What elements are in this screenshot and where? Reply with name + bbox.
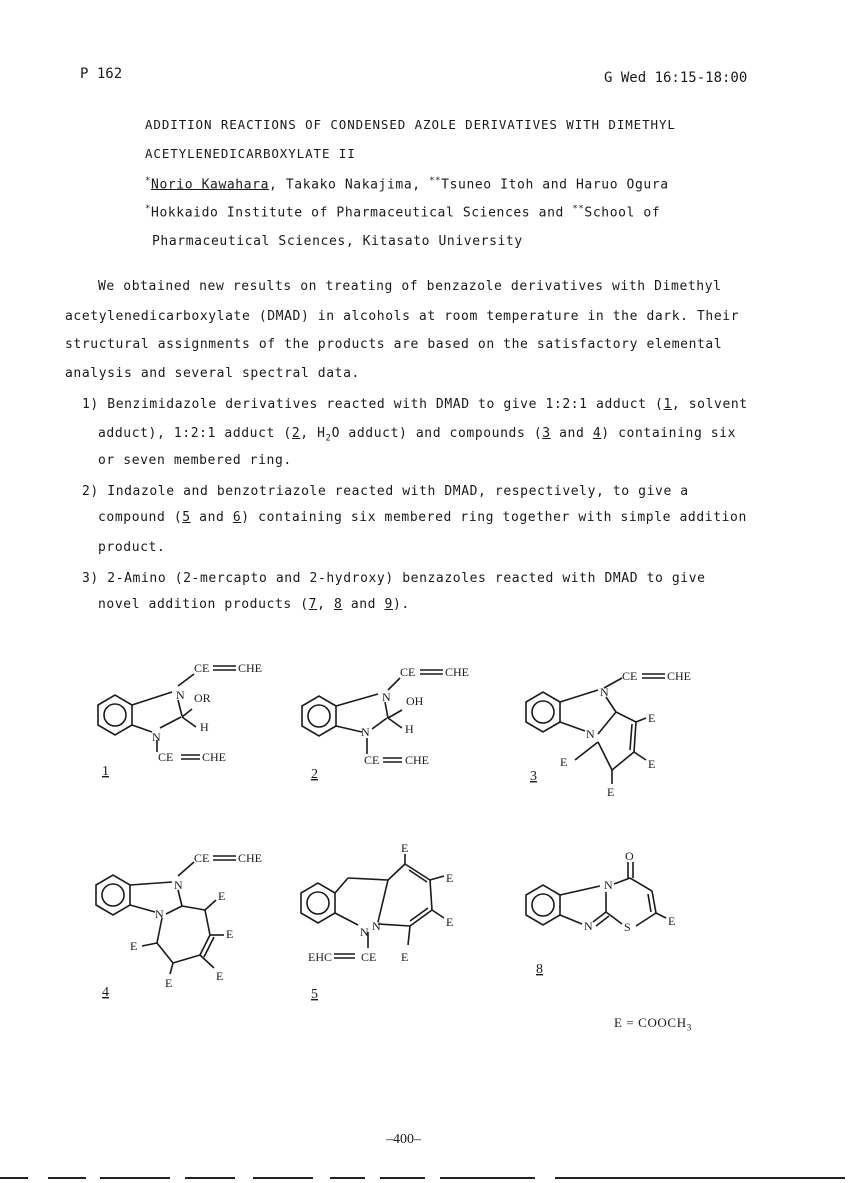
scan-artifact bbox=[253, 1177, 313, 1179]
page-code: P 162 bbox=[80, 66, 123, 82]
body-line: structural assignments of the products are based on the satisfactory elemental bbox=[65, 337, 723, 352]
text: O adduct) and compounds ( bbox=[331, 426, 543, 441]
body-line: We obtained new results on treating of benzazole derivatives with Dimethyl bbox=[98, 279, 722, 294]
affiliation-mark: * bbox=[145, 176, 152, 186]
ester-group: E bbox=[218, 889, 226, 903]
oxygen-atom: O bbox=[625, 849, 634, 863]
ester-group: E bbox=[130, 939, 138, 953]
compound-label: 3 bbox=[530, 769, 537, 784]
scan-artifact bbox=[330, 1177, 365, 1179]
scan-artifact bbox=[440, 1177, 535, 1179]
ester-group: E bbox=[607, 785, 615, 799]
structure-5 bbox=[301, 841, 453, 1002]
scan-artifact bbox=[380, 1177, 425, 1179]
structure-1 bbox=[98, 661, 262, 779]
affiliation: Hokkaido Institute of Pharmaceutical Sciences and bbox=[151, 205, 573, 221]
ester-group: E bbox=[165, 976, 173, 990]
compound-ref: 6 bbox=[232, 510, 242, 525]
group-label: CE bbox=[158, 750, 174, 764]
structure-2 bbox=[302, 665, 469, 782]
nitrogen-atom: N bbox=[372, 919, 381, 933]
ester-group: E bbox=[226, 927, 234, 941]
compound-ref: 9 bbox=[384, 597, 393, 612]
structure-8 bbox=[526, 849, 675, 977]
scan-artifact bbox=[185, 1177, 235, 1179]
compound-ref: 4 bbox=[592, 426, 602, 441]
ester-group: E bbox=[446, 871, 454, 885]
group-label: CHE bbox=[202, 750, 226, 764]
affiliation: School of bbox=[584, 205, 661, 221]
group-label: CE bbox=[194, 661, 210, 675]
text: 1) Benzimidazole derivatives reacted with DMAD to give 1:2:1 adduct ( bbox=[82, 397, 664, 412]
compound-ref: 8 bbox=[333, 597, 343, 612]
ester-legend bbox=[614, 1015, 692, 1033]
legend-text: E = COOCH bbox=[614, 1015, 687, 1030]
ester-group: E bbox=[401, 841, 409, 855]
compound-ref: 1 bbox=[663, 397, 672, 412]
text: , bbox=[317, 597, 334, 612]
group-label: CHE bbox=[445, 665, 469, 679]
compound-label: 2 bbox=[311, 767, 318, 782]
text: and bbox=[550, 426, 593, 441]
ester-group: E bbox=[648, 757, 656, 771]
group-label: EHC bbox=[308, 950, 332, 964]
affiliation-mark: * bbox=[145, 204, 152, 214]
paper-title-line2: ACETYLENEDICARBOXYLATE II bbox=[145, 146, 356, 161]
nitrogen-atom: N bbox=[586, 727, 595, 741]
ester-group: E bbox=[560, 755, 568, 769]
nitrogen-atom: N bbox=[600, 685, 609, 699]
text: , solvent bbox=[671, 397, 748, 412]
group-label: CHE bbox=[238, 851, 262, 865]
ester-group: E bbox=[216, 969, 224, 983]
nitrogen-atom: N bbox=[360, 925, 369, 939]
group-label: CE bbox=[622, 669, 638, 683]
scan-artifact bbox=[555, 1177, 845, 1179]
author: Tsuneo Itoh and Haruo Ogura bbox=[441, 177, 669, 193]
sulfur-atom: S bbox=[624, 920, 631, 934]
subscript: 2 bbox=[325, 433, 332, 444]
group-label: CE bbox=[364, 753, 380, 767]
group-label: CHE bbox=[667, 669, 691, 683]
text: ) containing six membered ring together with simple addition bbox=[241, 510, 747, 525]
author: , Takako Nakajima, bbox=[269, 177, 430, 193]
session-time: G Wed 16:15-18:00 bbox=[604, 70, 748, 86]
group-label: CE bbox=[361, 950, 377, 964]
text: ). bbox=[392, 597, 410, 612]
compound-ref: 7 bbox=[308, 597, 318, 612]
compound-label: 1 bbox=[102, 764, 109, 779]
group-label: CHE bbox=[238, 661, 262, 675]
text: ) containing six bbox=[601, 426, 737, 441]
ester-group: E bbox=[668, 914, 676, 928]
body-line: acetylenedicarboxylate (DMAD) in alcohols at room temperature in the dark. Their bbox=[65, 309, 740, 324]
text: , H bbox=[300, 426, 326, 441]
nitrogen-atom: N bbox=[361, 725, 370, 739]
group-label: CE bbox=[194, 851, 210, 865]
ester-group: E bbox=[446, 915, 454, 929]
paper-title-line1: ADDITION REACTIONS OF CONDENSED AZOLE DERIVATIVES WITH DIMETHYL bbox=[145, 117, 676, 132]
group-label: OR bbox=[194, 691, 211, 705]
compound-label: 8 bbox=[536, 962, 543, 977]
affiliation-mark: ** bbox=[572, 204, 585, 214]
compound-label: 4 bbox=[102, 985, 109, 1000]
compound-ref: 3 bbox=[542, 426, 551, 441]
nitrogen-atom: N bbox=[176, 688, 185, 702]
affiliation-line2: Pharmaceutical Sciences, Kitasato University bbox=[152, 234, 523, 249]
ester-group: E bbox=[401, 950, 409, 964]
compound-ref: 2 bbox=[291, 426, 301, 441]
text: adduct), 1:2:1 adduct ( bbox=[98, 426, 292, 441]
group-label: H bbox=[200, 720, 209, 734]
nitrogen-atom: N bbox=[382, 690, 391, 704]
text: compound ( bbox=[98, 510, 183, 525]
affiliation-mark: ** bbox=[429, 176, 442, 186]
nitrogen-atom: N bbox=[604, 878, 613, 892]
ester-group: E bbox=[648, 711, 656, 725]
body-line: analysis and several spectral data. bbox=[65, 366, 360, 381]
nitrogen-atom: N bbox=[584, 919, 593, 933]
nitrogen-atom: N bbox=[155, 907, 164, 921]
group-label: CE bbox=[400, 665, 416, 679]
structure-3 bbox=[526, 669, 691, 799]
nitrogen-atom: N bbox=[152, 730, 161, 744]
page-number: –400– bbox=[386, 1132, 421, 1147]
item-3-line1: 3) 2-Amino (2-mercapto and 2-hydroxy) benzazoles reacted with DMAD to give bbox=[82, 571, 706, 586]
group-label: OH bbox=[406, 694, 424, 708]
item-1-line3: or seven membered ring. bbox=[98, 453, 292, 468]
compound-ref: 5 bbox=[182, 510, 191, 525]
text: novel addition products ( bbox=[98, 597, 309, 612]
subscript: 3 bbox=[686, 1022, 692, 1033]
scan-artifact bbox=[48, 1177, 86, 1179]
item-2-line1: 2) Indazole and benzotriazole reacted with DMAD, respectively, to give a bbox=[82, 484, 689, 499]
text: and bbox=[190, 510, 233, 525]
scan-artifact bbox=[0, 1177, 28, 1179]
presenting-author: Norio Kawahara bbox=[151, 177, 270, 193]
group-label: CHE bbox=[405, 753, 429, 767]
item-2-line3: product. bbox=[98, 540, 166, 555]
structure-4 bbox=[96, 851, 262, 1000]
group-label: H bbox=[405, 722, 414, 736]
nitrogen-atom: N bbox=[174, 878, 183, 892]
compound-label: 5 bbox=[311, 987, 318, 1002]
scan-artifact bbox=[100, 1177, 170, 1179]
text: and bbox=[342, 597, 385, 612]
